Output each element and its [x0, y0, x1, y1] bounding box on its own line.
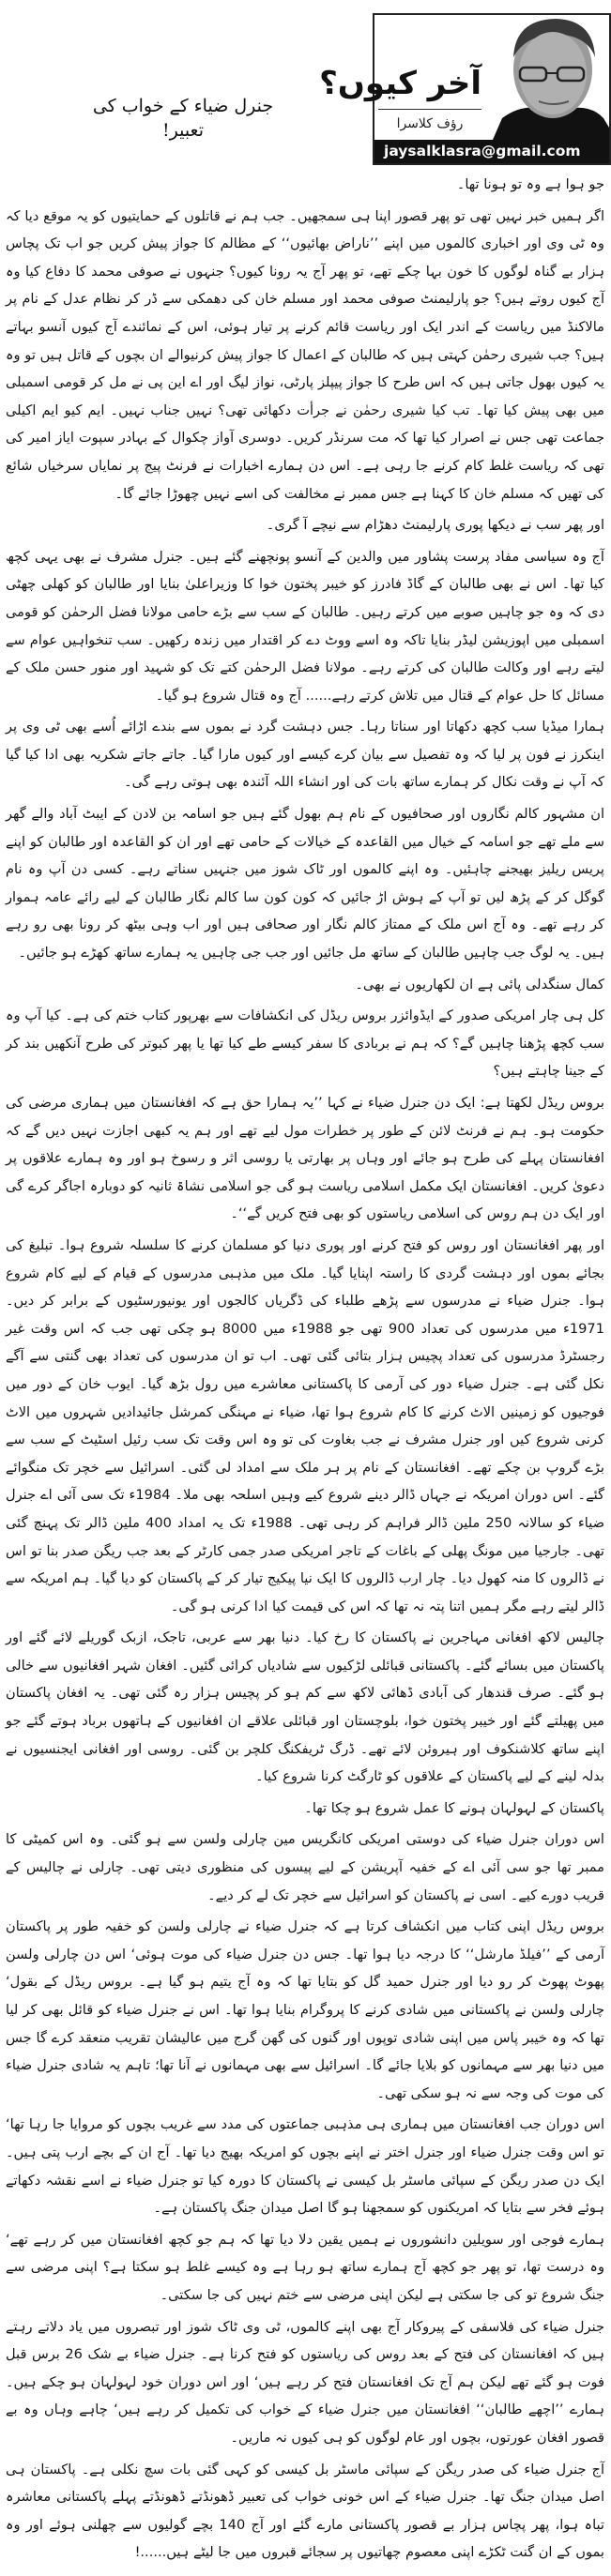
article-paragraph: بروس ریڈل لکھتا ہے: ایک دن جنرل ضیاء نے کہا ’’یہ ہمارا حق ہے کہ افغانستان میں ہماری مرضی کی حکومت ہو۔ ہم نے فرنٹ لائن کے طور پر خطرات مول لیے تھے اور ہم یہ کبھی اجازت نہیں دیں گے کہ افغانستان پہلے کی طرح ہو جائے اور وہاں پر بھارتی یا روسی اثر و رسوخ ہو اور وہ ہمارے علاقوں پر دعویٰ کریں۔ افغانستان ایک مکمل اسلامی ریاست ہو گی جو اسلامی نشاۃ ثانیہ کو دوبارہ اجاگر کرے گی اور ایک دن ہم روس کی اسلامی ریاستوں کو بھی فتح کریں گے‘‘۔	[6, 1095, 604, 1222]
article-paragraph: ان مشہور کالم نگاروں اور صحافیوں کے نام ہم بھول گئے ہیں جو اسامہ بن لادن کے ایبٹ آباد والے گھر سے ملے تھے جو اسامہ کے خیال میں القاعدہ کے خیالات کے حامی تھے اور ان کو القاعدہ اور طالبان کو اپنے پریس ریلیز بھیجنے چاہئیں۔ وہ اپنے کالموں اور ٹاک شوز میں جنہیں سناتے رہے۔ کسی دن آپ وہ نام گوگل کر کے پڑھ لیں تو آپ کے ہوش اڑ جائیں کہ کون کون سا کالم نگار طالبان کے لیے رائے عامہ ہموار کر رہے تھے۔ وہ آج اس ملک کے ممتاز کالم نگار اور صحافی ہیں اور اب وہی بیٹھ کر رونا بھی رو رہے ہیں۔ یہ لوگ جب چاہیں طالبان کے ساتھ مل جائیں اور جب جی چاہیں یہ ہمارے ساتھ کھڑے ہو جائیں۔	[6, 806, 604, 962]
column-logo-box	[319, 13, 611, 165]
author-portrait-icon	[485, 15, 609, 140]
article-paragraph: اور پھر سب نے دیکھا پوری پارلیمنٹ دھڑام سے نیچے آ گری۔	[266, 517, 604, 534]
article-paragraph: اور پھر افغانستان اور روس کو فتح کرنے اور پوری دنیا کو مسلمان کرنے کا سلسلہ شروع ہوا۔ تبلیغ کی بجائے بموں اور دہشت گردی کا راستہ اپنایا گیا۔ ملک میں مذہبی مدرسوں کے قیام کے لیے کام شروع ہوا۔ جنرل ضیاء نے مدرسوں سے پڑھے طلباء کی ڈگریاں کالجوں اور یونیورسٹیوں کے برابر کر دیں۔ 1971ء میں مدرسوں کی تعداد 900 تھی جو 1988ء میں 8000 ہو چکی تھی جب کہ اس وقت غیر رجسٹرڈ مدرسوں کی تعداد پچیس ہزار بتائی گئی تھی۔ اب تو ان مدرسوں کی تعداد بھی گنتی سے آگے نکل گئی ہے۔ جنرل ضیاء دور کی آرمی کا پاکستانی معاشرے میں رول بڑھ گیا۔ ایوب خان کے دور میں فوجیوں کو زمینیں الاٹ کرنے کا کام شروع ہوا تھا، ضیاء نے مہنگی کمرشل جائیدادیں شہروں میں الاٹ کرنی شروع کیں اور جنرل مشرف نے جب بغاوت کی تو وہ اس وقت تک سب رئیل اسٹیٹ کے سب سے بڑے گروپ بن چکے تھے۔ افغانستان کے نام پر ہر ملک سے امداد لی گئی۔ اسرائیل سے خچر تک منگوائے گئے۔ اس دوران امریکہ نے جہاں ڈالر دینے شروع کیے وہیں اسلحہ بھی ملا۔ 1984ء تک سی آئی اے جنرل ضیاء کو سالانہ 250 ملین ڈالر فراہم کر رہی تھی۔ 1988ء تک یہ امداد 400 ملین ڈالر تک پہنچ گئی تھی۔ جارجیا میں مونگ پھلی کے باغات کے تاجر امریکی صدر جمی کارٹر کے بعد جب ریگن صدر بنا تو اس نے ڈالروں کا منہ کھول دیا۔ چار ارب ڈالروں کا ایک نیا پیکیج تیار کر کے پاکستان کو دیا گیا۔ ہم امریکہ سے ڈالر لیتے رہے مگر ہمیں اتنا پتہ نہ تھا کہ اس کی قیمت کیا ادا کرنی ہو گی۔	[6, 1236, 604, 1614]
article-paragraph: اس دوران جنرل ضیاء کی دوستی امریکی کانگریس مین چارلی ولسن سے ہو گئی۔ وہ اس کمیٹی کا ممبر تھا جو سی آئی اے کے خفیہ آپریشن کے لیے پیسوں کی منظوری دیتی تھی۔ چارلی نے چالیس کے قریب دورے کیے۔ اسی نے پاکستان کو اسرائیل سے خچر تک لے کر دیے۔	[6, 1831, 604, 1903]
article-paragraph: آج وہ سیاسی مفاد پرست پشاور میں والدین کے آنسو پونچھنے گئے ہیں۔ جنرل مشرف نے بھی یہی کچھ کیا تھا۔ اس نے بھی طالبان کے گاڈ فادرز کو خیبر پختون خوا کا وزیراعلیٰ بنایا اور طالبان کو کھلی چھٹی دی کہ وہ جو چاہیں صوبے میں کرتے رہیں۔ طالبان کے سب سے بڑے حامی مولانا فضل الرحمٰن کو قومی اسمبلی میں اپوزیشن لیڈر بنایا تاکہ وہ اسے ووٹ دے کر اقتدار میں زندہ رکھیں۔ سب تنخواہیں عوام سے لیتے رہے اور وکالت طالبان کی کرتے رہے۔ مولانا فضل الرحمٰن کتے تک کو شہید اور منور حسن ملک کے مسائل کا حل عوام کے قتال میں تلاش کرتے رہے...... آج وہ قتال شروع ہو گیا۔	[6, 548, 604, 704]
article-paragraph: کمال سنگدلی پائی ہے ان لکھاریوں نے بھی۔	[355, 976, 604, 993]
article-paragraph: چالیس لاکھ افغانی مہاجرین نے پاکستان کا رخ کیا۔ دنیا بھر سے عربی، تاجک، ازبک گوریلے لائے گئے اور پاکستان میں بسائے گئے۔ پاکستانی قبائلی لڑکیوں سے شادیاں کرائی گئیں۔ افغان شہر افغانیوں سے خالی ہو گئے۔ صرف قندھار کی آبادی ڈھائی لاکھ سے کم ہو کر پچیس ہزار رہ گئی تھی۔ یہ افغان پاکستان میں پھیلتے گئے اور خیبر پختون خوا، بلوچستان اور قبائلی علاقے ان افغانیوں کے ہاتھوں برباد ہوتے گئے جو اپنے ساتھ کلاشنکوف اور ہیروئن لائے تھے۔ ڈرگ ٹریفکنگ کلچر بن گئی۔ روسی اور افغانی ایجنسیوں نے بدلہ لینے کے لیے پاکستان کے علاقوں کو ٹارگٹ کرنا شروع کیا۔	[6, 1629, 604, 1785]
article-body	[0, 171, 610, 2567]
logo-text-panel	[319, 15, 483, 140]
column-title: جنرل ضیاء کے خواب کی تعبیر!	[92, 96, 274, 141]
article-paragraph: آج جنرل ضیاء کی صدر ریگن کے سپائی ماسٹر بل کیسی کو کہی گئی بات سچ نکلی ہے۔ پاکستان ہی اصل میدان جنگ تھا۔ جنرل ضیاء کے اس خونی خواب کی تعبیر ڈھونڈتے ڈھونڈتے پہلے پاکستانی معاشرہ تباہ ہوا، پھر پچاس ہزار بے قصور پاکستانی مارے گئے اور آج 140 بچے گولیوں سے چھلنی ہوئے اور وہ بموں کے ان گنت ٹکڑے اپنی معصوم چھاتیوں پر سجائے قبروں میں جا لیٹے ہیں......!	[6, 2461, 604, 2561]
article-paragraph: ہمارا میڈیا سب کچھ دکھاتا اور سناتا رہا۔ جس دہشت گرد نے بموں سے بندے اڑائے اُسے بھی ٹی وی پر اینکرز نے فون پر لیا کہ وہ تفصیل سے بیان کرے کیسے اور کیوں مارا گیا۔ جاتے جاتے شکریہ بھی ادا کیا گیا کہ آپ نے وقت نکال کر ہمارے ساتھ بات کی اور انشاء اللہ آئندہ بھی ہوتی رہے گی۔	[6, 719, 604, 791]
author-email: jaysalklasra@gmail.com	[374, 140, 609, 163]
article-paragraph: جنرل ضیاء کی فلاسفی کے پیروکار آج بھی اپنے کالموں، ٹی وی ٹاک شوز اور تبصروں میں یاد دلاتے رہتے ہیں کہ افغانستان کی فتح کے بعد روس کی ریاستوں کو فتح کرنا ہے۔ جنرل ضیاء بے شک 26 برس قبل فوت ہو گئے تھے لیکن ہم آج تک افغانستان فتح کر رہے ہیں‘ اور اس دوران خود لہولہان ہو چکے ہیں۔ ہمارے ’’اچھے طالبان‘‘ افغانستان میں جنرل ضیاء کے خواب کی تکمیل کر رہے ہیں‘ چاہے وہاں وہ بے قصور افغان عورتوں، بچوں اور عام لوگوں کو ہی کیوں نہ ماریں۔	[6, 2318, 605, 2446]
article-paragraph: اگر ہمیں خبر نہیں تھی تو پھر قصور اپنا ہی سمجھیں۔ جب ہم نے قاتلوں کے حمایتیوں کو یہ موقع دیا کہ وہ ٹی وی اور اخباری کالموں میں اپنے ’’ناراض بھائیوں‘‘ کے مظالم کا جواز پیش کریں جو اب تک پچاس ہزار بے گناہ لوگوں کا خون بہا چکے تھے، تو پھر آج یہ رونا کیوں؟ جنہوں نے صوفی محمد کا دفاع کیا وہ آج کیوں روتے ہیں؟ جو پارلیمنٹ صوفی محمد اور مسلم خان کی دھمکی سے ڈر کر نظام عدل کے نام پر مالاکنڈ میں ریاست کے اندر ایک اور ریاست قائم کرنے پر تیار ہوئی، اس کے نمائندے آج کیوں آنسو بہاتے ہیں؟ جب شیری رحمٰن کہتی ہیں کہ طالبان کے اعمال کا جواز پیش کرنیوالے ان بچوں کے قاتل ہیں تو وہ یہ کیوں بھول جاتی ہیں کہ اس طرح کا جواز پیپلز پارٹی، نواز لیگ اور اے این پی نے مل کر قومی اسمبلی میں بھی پیش کیا تھا۔ تب کیا شیری رحمٰن نے جرأت دکھائی تھی؟ نہیں جناب نہیں۔ ایم کیو ایم اکیلی جماعت تھی جس نے اصرار کیا تھا کہ مت سرنڈر کریں۔ دوسری آواز چکوال کے بہادر سپوت ایاز امیر کی تھی کہ ریاست غلط کام کرنے جا رہی ہے۔ اس دن ہمارے اخبارات نے فرنٹ پیج پر نمایاں سرخیاں شائع کی تھیں کہ مسلم خان کا کہنا ہے جس ممبر نے مخالفت کی اسے نہیں چھوڑا جائے گا۔	[6, 207, 604, 502]
article-paragraph: بروس ریڈل اپنی کتاب میں انکشاف کرتا ہے کہ جنرل ضیاء نے چارلی ولسن کو خفیہ طور پر پاکستان آرمی کے ’’فیلڈ مارشل‘‘ کا درجہ دیا ہوا تھا۔ جس دن جنرل ضیاء کی موت ہوئی‘ اس دن چارلی ولسن پھوٹ پھوٹ کر رو دیا اور جنرل حمید گل کو بتایا تھا کہ وہ آج یتیم ہو گیا ہے۔ بروس ریڈل کے بقول‘ چارلی ولسن نے پاکستانی میں شادی کرنے کا پروگرام بنایا ہوا تھا۔ اس نے جنرل ضیاء کو قائل بھی کر لیا تھا کہ وہ خیبر پاس میں اپنی شادی توپوں اور گنوں کی گھن گرج میں عالیشان تقریب منعقد کرے گا جس میں دنیا بھر سے مہمانوں کو بلایا جائے گا۔ اسرائیل سے بھی مہمانوں نے آنا تھا؛ تاہم یہ شادی جنرل ضیاء کی موت کی وجہ سے نہ ہو سکی تھی۔	[6, 1918, 604, 2101]
article-paragraph: کل ہی چار امریکی صدور کے ایڈوائزر بروس ریڈل کی انکشافات سے بھرپور کتاب ختم کی ہے۔ کیا آپ وہ سب کچھ پڑھنا چاہیں گے؟ کہ ہم نے بربادی کا سفر کیسے طے کیا تھا یا پھر کبوتر کی طرح آنکھیں بند کر کے جینا چاہتے ہیں؟	[6, 1008, 604, 1080]
column-logo-name: آخر کیوں؟	[319, 65, 481, 102]
article-paragraph: پاکستان کے لہولہان ہونے کا عمل شروع ہو چکا تھا۔	[304, 1799, 604, 1816]
author-name: رؤف کلاسرا	[396, 116, 464, 131]
article-paragraph: اس دوران جب افغانستان میں ہماری ہی مذہبی جماعتوں کی مدد سے غریب بچوں کو مروایا جا رہا تھا‘ تو اس وقت جنرل ضیاء اور جنرل اختر نے اپنے بچوں کو امریکہ بھیج دیا تھا۔ آج ان کے بچے ارب پتی ہیں۔ ایک دن صدر ریگن کے سپائی ماسٹر بل کیسی نے پاکستان کا دورہ کیا تو جنرل ضیاء نے اسے نقشہ دکھاتے ہوئے فخر سے بتایا کہ امریکنوں کو سمجھنا ہو گا اصل میدان جنگ پاکستان ہے۔	[6, 2116, 604, 2217]
logo-divider	[378, 109, 481, 110]
column-header	[0, 0, 610, 171]
article-paragraph: جو ہوا ہے وہ تو ہونا تھا۔	[456, 176, 604, 192]
article-paragraph: ہمارے فوجی اور سویلین دانشوروں نے ہمیں یقین دلا دیا تھا کہ ہم جو کچھ افغانستان میں کر رہے تھے‘ وہ درست تھا، تو پھر جو کچھ آج ہمارے ساتھ ہو رہا ہے وہ کیسے غلط ہو سکتا ہے؟ اپنی مرضی سے جنگ شروع تو کی جا سکتی ہے لیکن اپنی مرضی سے ختم نہیں کی جا سکتی۔	[6, 2231, 604, 2303]
